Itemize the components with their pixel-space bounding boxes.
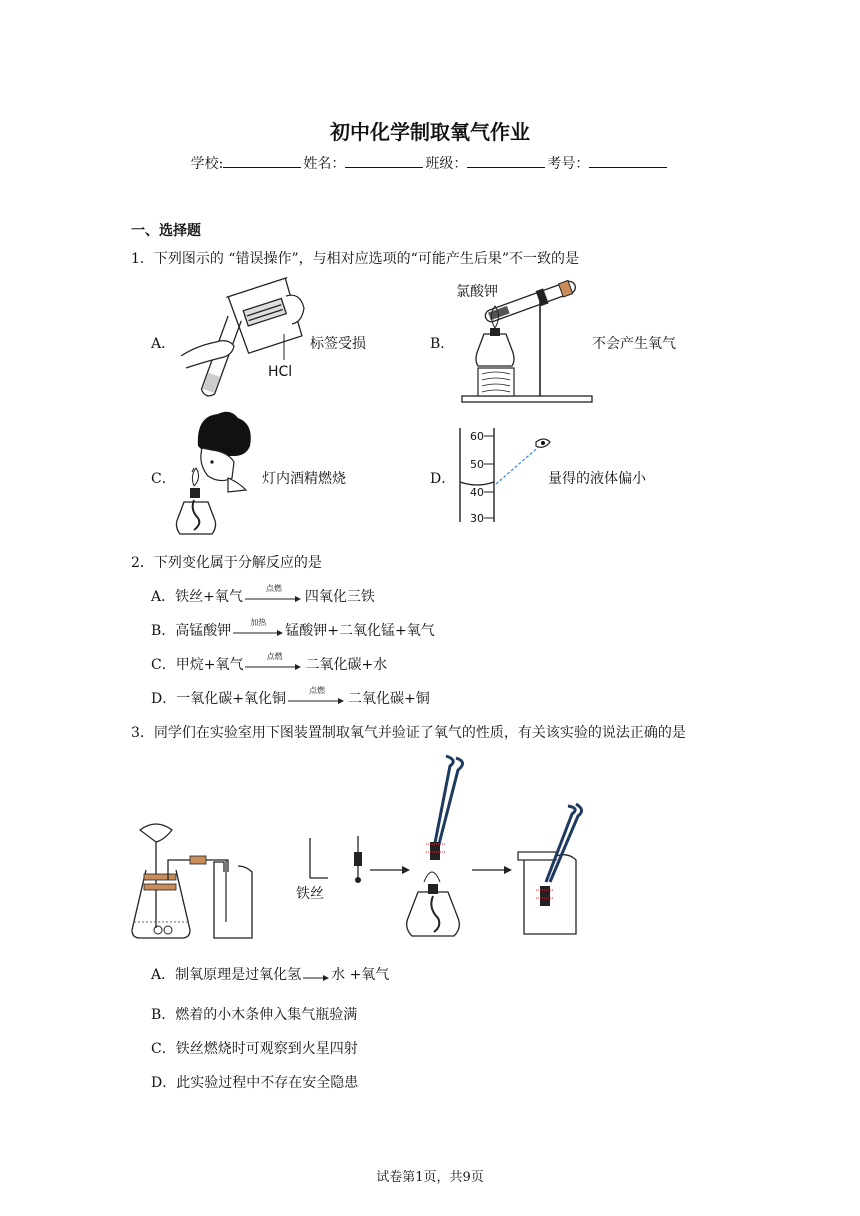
potassium-chlorate-label: 氯酸钾 bbox=[456, 284, 498, 300]
q2-option-d bbox=[151, 688, 430, 708]
q2-a-letter: A． bbox=[151, 589, 176, 605]
q2-b-left: 高锰酸钾 bbox=[175, 623, 232, 639]
q3-option-b: B．燃着的小木条伸入集气瓶验满 bbox=[151, 1007, 358, 1023]
q2-b-arrow bbox=[231, 618, 285, 639]
q2-a-cond: 点燃 bbox=[265, 584, 282, 593]
q2-c-cond: 点燃 bbox=[266, 652, 283, 661]
q1-option-a-result: 标签受损 bbox=[310, 336, 366, 352]
q2-d-right: 二氧化碳+铜 bbox=[347, 691, 430, 707]
q3-stem: 3．同学们在实验室用下图装置制取氧气并验证了氧气的性质，有关该实验的说法正确的是 bbox=[131, 725, 686, 741]
q2-b-letter: B． bbox=[151, 623, 176, 639]
q2-c-letter: C． bbox=[151, 657, 176, 673]
q1-option-d-result: 量得的液体偏小 bbox=[548, 471, 646, 487]
q2-a-right: 四氧化三铁 bbox=[304, 589, 375, 605]
q2-option-b bbox=[151, 620, 435, 640]
q2-a-arrow bbox=[243, 584, 305, 605]
q3-a-arrow bbox=[301, 968, 331, 982]
q1-figure-a-pouring bbox=[176, 276, 311, 404]
q1-option-a-letter: A． bbox=[151, 336, 176, 352]
q1-figure-b-heating bbox=[454, 276, 604, 404]
q1-option-c-result: 灯内酒精燃烧 bbox=[262, 471, 346, 487]
q3-option-c: C．铁丝燃烧时可观察到火星四射 bbox=[151, 1041, 358, 1057]
q1-stem: 1．下列图示的 “错误操作”，与相对应选项的“可能产生后果”不一致的是 bbox=[131, 251, 579, 267]
q2-c-right: 二氧化碳+水 bbox=[305, 657, 388, 673]
q2-option-a bbox=[151, 586, 375, 606]
q1-figure-c-blowing-lamp bbox=[168, 406, 258, 540]
q2-a-left: 铁丝+氧气 bbox=[175, 589, 243, 605]
name-field[interactable] bbox=[345, 153, 423, 168]
class-field[interactable] bbox=[467, 153, 545, 168]
q2-b-right: 锰酸钾+二氧化锰+氧气 bbox=[285, 623, 435, 639]
q2-c-left: 甲烷+氧气 bbox=[175, 657, 244, 673]
q3-a-left: A．制氧原理是过氧化氢 bbox=[151, 967, 302, 983]
q2-option-c bbox=[151, 654, 387, 674]
q3-a-right: 水 +氧气 bbox=[331, 967, 390, 983]
q2-c-arrow bbox=[243, 652, 305, 673]
name-label: 姓名： bbox=[303, 156, 346, 172]
exam-no-label: 考号： bbox=[547, 156, 590, 172]
page-title: 初中化学制取氧气作业 bbox=[330, 120, 530, 144]
q1-option-d-letter: D． bbox=[430, 471, 456, 487]
q2-d-cond: 点燃 bbox=[308, 686, 325, 695]
q3-option-d: D．此实验过程中不存在安全隐患 bbox=[151, 1075, 359, 1091]
scale-40: 40 bbox=[470, 486, 484, 499]
q2-d-arrow bbox=[286, 686, 348, 707]
section-title: 一、选择题 bbox=[131, 223, 201, 239]
q1-figure-d-graduated-cylinder bbox=[450, 424, 560, 524]
iron-wire-label: 铁丝 bbox=[296, 886, 324, 902]
q3-apparatus-figure bbox=[128, 752, 598, 948]
q1-option-c-letter: C． bbox=[151, 471, 176, 487]
student-info-line bbox=[0, 153, 860, 173]
q2-stem: 2．下列变化属于分解反应的是 bbox=[131, 555, 322, 571]
scale-60: 60 bbox=[470, 430, 484, 443]
q2-b-cond: 加热 bbox=[250, 618, 267, 627]
q1-option-b-letter: B． bbox=[430, 336, 455, 352]
scale-30: 30 bbox=[470, 512, 484, 524]
q2-d-letter: D． bbox=[151, 691, 177, 707]
q1-option-b-result: 不会产生氧气 bbox=[592, 336, 676, 352]
scale-50: 50 bbox=[470, 458, 484, 471]
q3-option-a bbox=[151, 964, 389, 984]
page-footer: 试卷第1页，共9页 bbox=[376, 1170, 484, 1185]
class-label: 班级： bbox=[425, 156, 468, 172]
school-label: 学校: bbox=[190, 156, 224, 172]
hcl-label: HCl bbox=[268, 364, 293, 380]
exam-no-field[interactable] bbox=[589, 153, 667, 168]
school-field[interactable] bbox=[223, 153, 301, 168]
q2-d-left: 一氧化碳+氧化铜 bbox=[176, 691, 286, 707]
